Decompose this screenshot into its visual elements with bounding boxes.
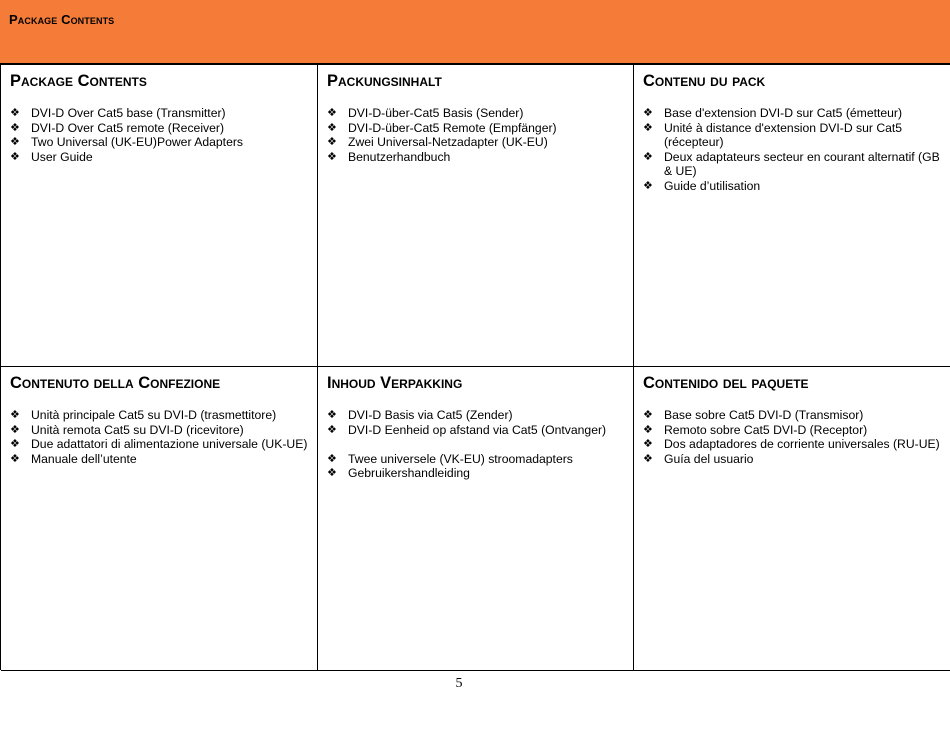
list-item: ❖ Deux adaptateurs secteur en courant alternatif (GB & UE) [643, 149, 940, 178]
diamond-bullet-icon: ❖ [10, 106, 20, 119]
page-number: 5 [455, 676, 463, 691]
diamond-bullet-icon: ❖ [10, 451, 20, 465]
item-list [10, 106, 308, 164]
item-list [327, 408, 624, 481]
contents-table [0, 64, 950, 670]
list-item: ❖ Base d'extension DVI-D sur Cat5 (émetteur) [643, 106, 903, 120]
list-item: ❖ Dos adaptadores de corriente universales (RU-UE) [643, 437, 940, 451]
page-title: Package Contents [9, 12, 115, 27]
list-item: ❖ Unità remota Cat5 su DVI-D (ricevitore) [10, 422, 244, 437]
diamond-bullet-icon: ❖ [643, 149, 653, 163]
section-title: Contenido del paquete [643, 374, 809, 392]
list-item: ❖ Remoto sobre Cat5 DVI-D (Receptor) [643, 422, 868, 437]
section-title: Inhoud Verpakking [327, 374, 463, 392]
item-list [643, 106, 941, 193]
header-band [0, 0, 950, 64]
list-item: ❖ Due adattatori di alimentazione universale (UK-UE) [10, 437, 308, 451]
list-item: ❖ Guía del usuario [643, 451, 754, 466]
diamond-bullet-icon: ❖ [10, 408, 20, 421]
diamond-bullet-icon: ❖ [643, 422, 653, 436]
section-title: Contenu du pack [643, 72, 766, 90]
diamond-bullet-icon: ❖ [10, 437, 20, 450]
list-item: ❖ Zwei Universal-Netzadapter (UK-EU) [327, 135, 548, 149]
list-item: ❖ Manuale dell’utente [10, 451, 137, 466]
diamond-bullet-icon: ❖ [643, 178, 653, 192]
list-item: ❖ Benutzerhandbuch [327, 149, 451, 164]
diamond-bullet-icon: ❖ [327, 451, 337, 465]
diamond-bullet-icon: ❖ [643, 437, 653, 450]
section-italian [1, 367, 318, 671]
item-list [10, 408, 308, 466]
diamond-bullet-icon: ❖ [327, 408, 337, 421]
diamond-bullet-icon: ❖ [643, 120, 653, 134]
section-french [634, 65, 950, 367]
section-dutch [318, 367, 634, 671]
list-item: ❖ Unità principale Cat5 su DVI-D (trasmettitore) [10, 408, 277, 422]
diamond-bullet-icon: ❖ [327, 422, 337, 436]
diamond-bullet-icon: ❖ [643, 106, 653, 119]
diamond-bullet-icon: ❖ [643, 451, 653, 465]
list-item: ❖ DVI-D-über-Cat5 Remote (Empfänger) [327, 120, 557, 135]
diamond-bullet-icon: ❖ [327, 120, 337, 134]
list-item: ❖ DVI-D-über-Cat5 Basis (Sender) [327, 106, 524, 120]
list-item: ❖ Twee universele (VK-EU) stroomadapters [327, 451, 573, 466]
list-item: ❖ DVI-D Over Cat5 remote (Receiver) [10, 120, 225, 135]
diamond-bullet-icon: ❖ [10, 120, 20, 134]
section-english [1, 65, 318, 367]
section-title: Packungsinhalt [327, 72, 442, 90]
list-item: ❖ Two Universal (UK-EU)Power Adapters [10, 135, 243, 149]
diamond-bullet-icon: ❖ [327, 466, 337, 479]
list-item: ❖ Base sobre Cat5 DVI-D (Transmisor) [643, 408, 864, 422]
item-list [643, 408, 941, 466]
diamond-bullet-icon: ❖ [10, 135, 20, 148]
diamond-bullet-icon: ❖ [643, 408, 653, 421]
diamond-bullet-icon: ❖ [327, 135, 337, 148]
section-title: Package Contents [10, 72, 147, 90]
section-title: Contenuto della Confezione [10, 374, 221, 392]
list-item: ❖ Guide d’utilisation [643, 178, 761, 193]
list-item: ❖ Unité à distance d'extension DVI-D sur Cat5 (récepteur) [643, 120, 903, 149]
list-item: ❖ DVI-D Basis via Cat5 (Zender) [327, 408, 513, 422]
list-item: ❖ DVI-D Eenheid op afstand via Cat5 (Ontvanger) [327, 422, 607, 437]
list-item: ❖ User Guide [10, 149, 93, 164]
diamond-bullet-icon: ❖ [327, 149, 337, 163]
list-item: ❖ DVI-D Over Cat5 base (Transmitter) [10, 106, 226, 120]
list-item: ❖ Gebruikershandleiding [327, 466, 470, 480]
diamond-bullet-icon: ❖ [327, 106, 337, 119]
section-german [318, 65, 634, 367]
diamond-bullet-icon: ❖ [10, 422, 20, 436]
section-spanish [634, 367, 950, 671]
diamond-bullet-icon: ❖ [10, 149, 20, 163]
item-list [327, 106, 624, 164]
